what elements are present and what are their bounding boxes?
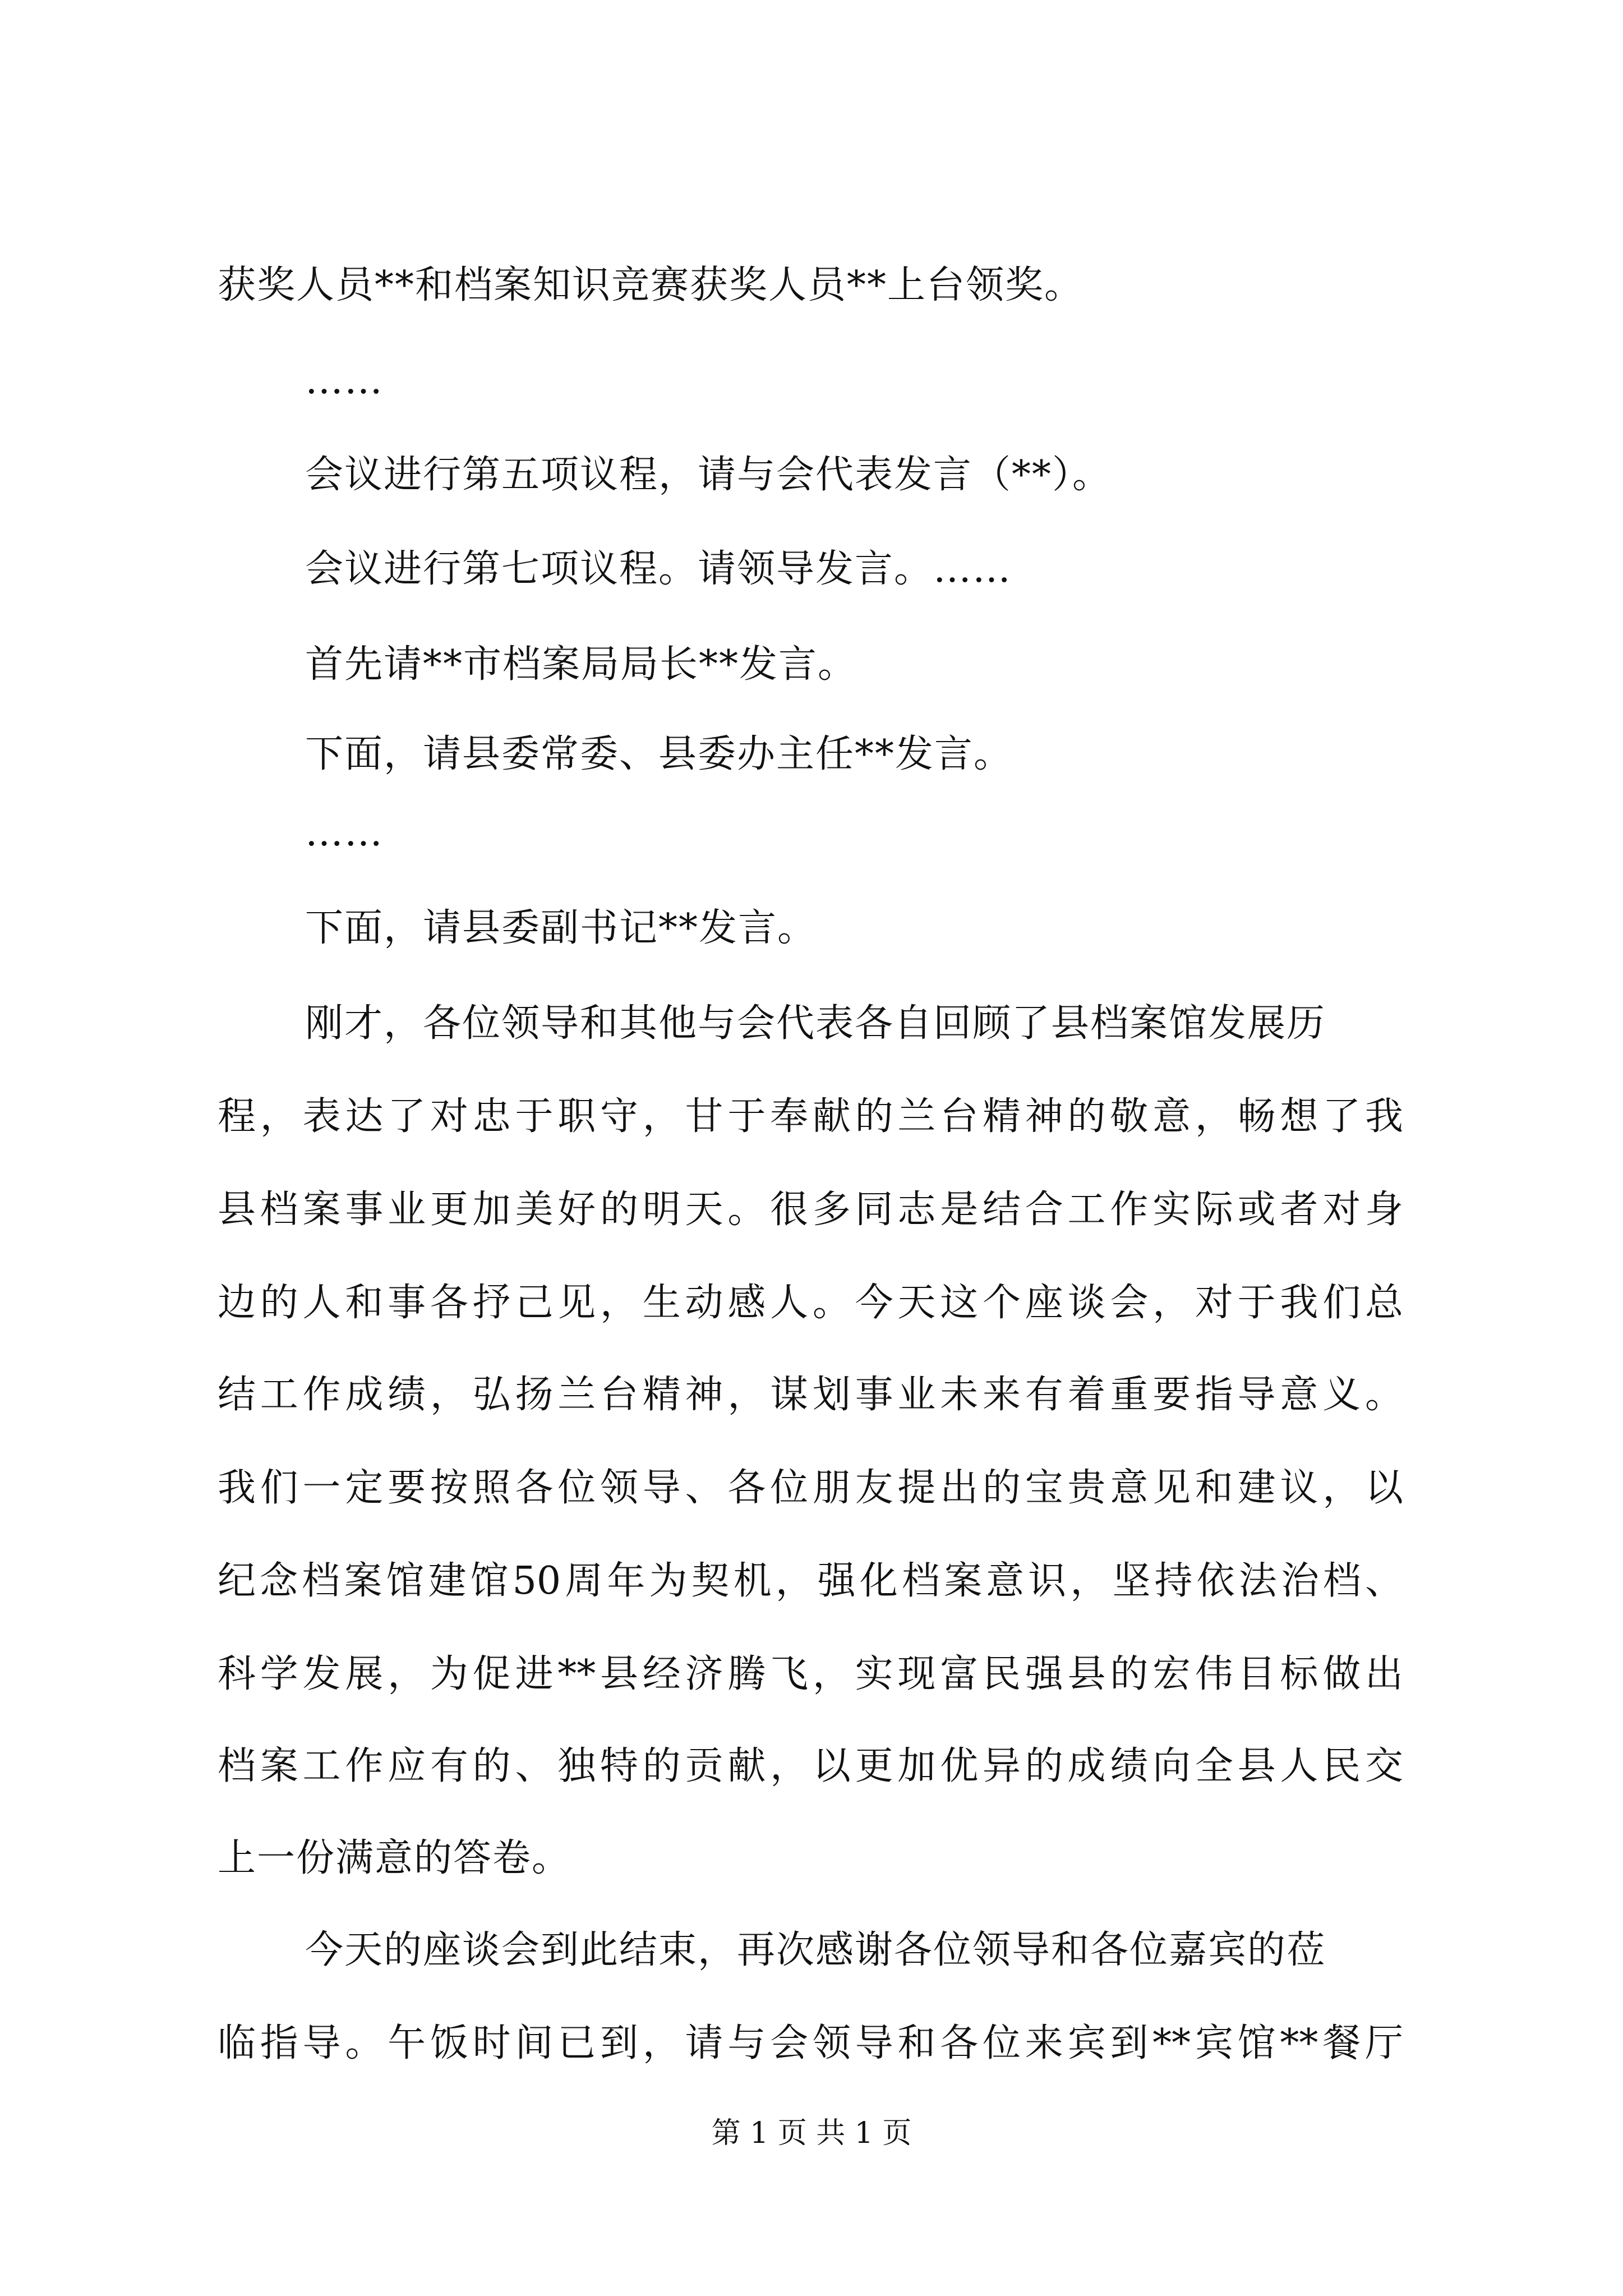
closing-line-2: 临指导。午饭时间已到，请与会领导和各位来宾到**宾馆**餐厅 [218, 2021, 1403, 2065]
body-line-1: 获奖人员**和档案知识竞赛获奖人员**上台领奖。 [218, 263, 1084, 307]
paragraph-line-5: 结工作成绩，弘扬兰台精神，谋划事业未来有着重要指导意义。 [218, 1373, 1403, 1417]
closing-line-1: 今天的座谈会到此结束，再次感谢各位领导和各位嘉宾的莅 [305, 1928, 1326, 1972]
speaker-line-1: 首先请**市档案局局长**发言。 [305, 642, 857, 687]
speaker-line-2: 下面，请县委常委、县委办主任**发言。 [305, 732, 1013, 776]
paragraph-line-2: 程，表达了对忠于职守，甘于奉献的兰台精神的敬意，畅想了我 [218, 1094, 1403, 1139]
paragraph-line-7: 纪念档案馆建馆50周年为契机，强化档案意识，坚持依法治档、 [218, 1559, 1403, 1603]
page-footer: 第 1 页 共 1 页 [711, 2116, 912, 2150]
paragraph-line-10: 上一份满意的答卷。 [218, 1836, 571, 1880]
paragraph-line-9: 档案工作应有的、独特的贡献，以更加优异的成绩向全县人民交 [218, 1744, 1403, 1788]
ellipsis-line-1: …… [305, 358, 384, 403]
speaker-line-3: 下面，请县委副书记**发言。 [305, 906, 817, 950]
ellipsis-line-2: …… [305, 811, 384, 855]
paragraph-line-6: 我们一定要按照各位领导、各位朋友提出的宝贵意见和建议，以 [218, 1466, 1403, 1510]
agenda-item-five: 会议进行第五项议程，请与会代表发言（**）。 [305, 453, 1112, 497]
paragraph-line-3: 县档案事业更加美好的明天。很多同志是结合工作实际或者对身 [218, 1188, 1403, 1232]
agenda-item-seven: 会议进行第七项议程。请领导发言。…… [305, 547, 1012, 591]
paragraph-line-4: 边的人和事各抒己见，生动感人。今天这个座谈会，对于我们总 [218, 1281, 1403, 1325]
paragraph-line-8: 科学发展，为促进**县经济腾飞，实现富民强县的宏伟目标做出 [218, 1652, 1403, 1696]
paragraph-line-1: 刚才，各位领导和其他与会代表各自回顾了县档案馆发展历 [305, 1001, 1326, 1046]
